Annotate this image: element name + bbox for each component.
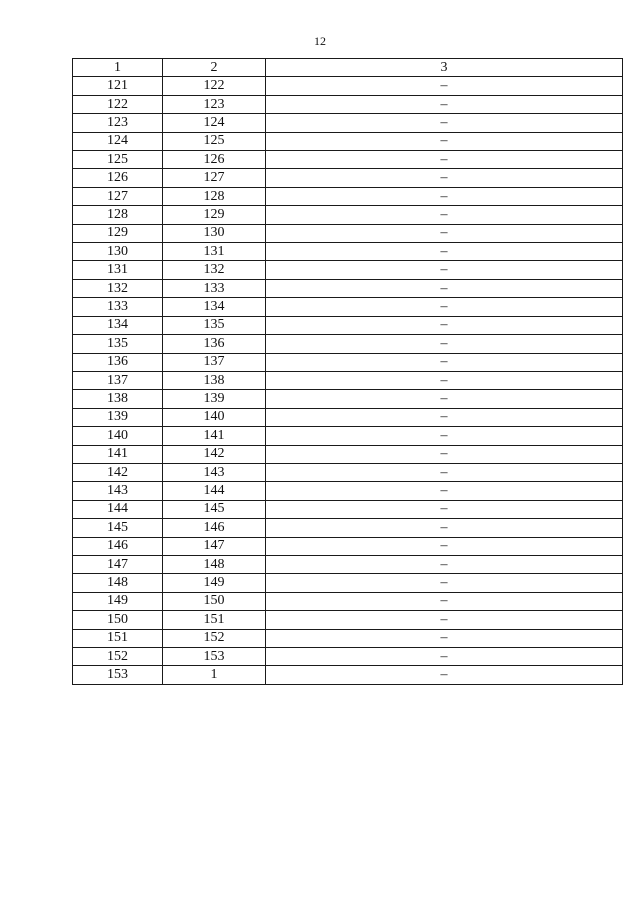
table-cell-col-2: 147 bbox=[163, 537, 266, 555]
table-cell-col-1: 135 bbox=[73, 335, 163, 353]
table-row bbox=[73, 243, 623, 261]
table-cell-col-1: 132 bbox=[73, 279, 163, 297]
table-cell-col-1: 136 bbox=[73, 353, 163, 371]
table-cell-col-1: 131 bbox=[73, 261, 163, 279]
table-cell-col-1: 153 bbox=[73, 666, 163, 684]
table-cell-col-1: 124 bbox=[73, 132, 163, 150]
table-header-row bbox=[73, 59, 623, 77]
table-cell-col-1: 151 bbox=[73, 629, 163, 647]
table-cell-col-2: 133 bbox=[163, 279, 266, 297]
table-cell-col-1: 146 bbox=[73, 537, 163, 555]
table-cell-col-1: 127 bbox=[73, 187, 163, 205]
table-cell-col-3: – bbox=[266, 390, 623, 408]
table-cell-col-3: – bbox=[266, 371, 623, 389]
table-cell-col-1: 147 bbox=[73, 555, 163, 573]
header-cell-2: 2 bbox=[163, 59, 266, 77]
table-row bbox=[73, 537, 623, 555]
table-cell-col-3: – bbox=[266, 408, 623, 426]
table-cell-col-3: – bbox=[266, 427, 623, 445]
table-cell-col-3: – bbox=[266, 151, 623, 169]
table-cell-col-3: – bbox=[266, 298, 623, 316]
table-row bbox=[73, 187, 623, 205]
table-cell-col-1: 126 bbox=[73, 169, 163, 187]
table-row bbox=[73, 206, 623, 224]
table-row bbox=[73, 77, 623, 95]
table-cell-col-2: 141 bbox=[163, 427, 266, 445]
table-cell-col-2: 131 bbox=[163, 243, 266, 261]
table-row bbox=[73, 574, 623, 592]
table-cell-col-1: 130 bbox=[73, 243, 163, 261]
table-cell-col-3: – bbox=[266, 261, 623, 279]
table-row bbox=[73, 279, 623, 297]
table-cell-col-1: 152 bbox=[73, 648, 163, 666]
table-cell-col-2: 130 bbox=[163, 224, 266, 242]
table-cell-col-2: 152 bbox=[163, 629, 266, 647]
table-cell-col-1: 142 bbox=[73, 463, 163, 481]
table-row bbox=[73, 445, 623, 463]
table-cell-col-2: 153 bbox=[163, 648, 266, 666]
table-cell-col-2: 1 bbox=[163, 666, 266, 684]
table-row bbox=[73, 114, 623, 132]
page-number: 12 bbox=[314, 34, 326, 48]
table-row bbox=[73, 335, 623, 353]
table-cell-col-1: 129 bbox=[73, 224, 163, 242]
table-row bbox=[73, 592, 623, 610]
table-cell-col-3: – bbox=[266, 335, 623, 353]
table-cell-col-3: – bbox=[266, 592, 623, 610]
table-cell-col-3: – bbox=[266, 574, 623, 592]
table-cell-col-1: 134 bbox=[73, 316, 163, 334]
table-cell-col-3: – bbox=[266, 169, 623, 187]
table-cell-col-3: – bbox=[266, 519, 623, 537]
table-cell-col-2: 148 bbox=[163, 555, 266, 573]
table-cell-col-3: – bbox=[266, 77, 623, 95]
table-cell-col-3: – bbox=[266, 187, 623, 205]
table-row bbox=[73, 519, 623, 537]
table-row bbox=[73, 151, 623, 169]
table-cell-col-2: 129 bbox=[163, 206, 266, 224]
table-row bbox=[73, 169, 623, 187]
table-row bbox=[73, 427, 623, 445]
table-cell-col-1: 150 bbox=[73, 611, 163, 629]
table-cell-col-2: 138 bbox=[163, 371, 266, 389]
table-cell-col-2: 126 bbox=[163, 151, 266, 169]
header-cell-3: 3 bbox=[266, 59, 623, 77]
table-cell-col-1: 145 bbox=[73, 519, 163, 537]
table-cell-col-2: 127 bbox=[163, 169, 266, 187]
table-cell-col-3: – bbox=[266, 132, 623, 150]
table-cell-col-3: – bbox=[266, 482, 623, 500]
table-cell-col-3: – bbox=[266, 500, 623, 518]
table-row bbox=[73, 463, 623, 481]
table-cell-col-1: 139 bbox=[73, 408, 163, 426]
table-row bbox=[73, 555, 623, 573]
table-row bbox=[73, 611, 623, 629]
table-cell-col-2: 151 bbox=[163, 611, 266, 629]
table-cell-col-2: 145 bbox=[163, 500, 266, 518]
table-row bbox=[73, 298, 623, 316]
table-cell-col-1: 143 bbox=[73, 482, 163, 500]
table-row bbox=[73, 408, 623, 426]
table-cell-col-2: 140 bbox=[163, 408, 266, 426]
table-row bbox=[73, 648, 623, 666]
table-cell-col-3: – bbox=[266, 114, 623, 132]
table-row bbox=[73, 666, 623, 684]
table-cell-col-3: – bbox=[266, 353, 623, 371]
table-cell-col-3: – bbox=[266, 206, 623, 224]
table-cell-col-1: 128 bbox=[73, 206, 163, 224]
table-row bbox=[73, 353, 623, 371]
table-cell-col-2: 149 bbox=[163, 574, 266, 592]
table-cell-col-2: 132 bbox=[163, 261, 266, 279]
table-cell-col-2: 122 bbox=[163, 77, 266, 95]
table-cell-col-2: 139 bbox=[163, 390, 266, 408]
table-cell-col-2: 134 bbox=[163, 298, 266, 316]
table-cell-col-3: – bbox=[266, 445, 623, 463]
table-cell-col-1: 125 bbox=[73, 151, 163, 169]
table-cell-col-1: 123 bbox=[73, 114, 163, 132]
table-cell-col-2: 143 bbox=[163, 463, 266, 481]
table-cell-col-1: 144 bbox=[73, 500, 163, 518]
header-cell-1: 1 bbox=[73, 59, 163, 77]
table-cell-col-3: – bbox=[266, 224, 623, 242]
table-cell-col-3: – bbox=[266, 537, 623, 555]
table-row bbox=[73, 132, 623, 150]
table-cell-col-2: 146 bbox=[163, 519, 266, 537]
table-row bbox=[73, 500, 623, 518]
table-cell-col-3: – bbox=[266, 316, 623, 334]
table-row bbox=[73, 629, 623, 647]
table-cell-col-3: – bbox=[266, 279, 623, 297]
table-cell-col-3: – bbox=[266, 611, 623, 629]
table-row bbox=[73, 261, 623, 279]
table-cell-col-2: 144 bbox=[163, 482, 266, 500]
table-cell-col-3: – bbox=[266, 243, 623, 261]
table-row bbox=[73, 316, 623, 334]
table-cell-col-3: – bbox=[266, 463, 623, 481]
table-cell-col-2: 150 bbox=[163, 592, 266, 610]
table-row bbox=[73, 390, 623, 408]
table-cell-col-1: 138 bbox=[73, 390, 163, 408]
table-cell-col-3: – bbox=[266, 555, 623, 573]
table-cell-col-3: – bbox=[266, 666, 623, 684]
table-cell-col-1: 140 bbox=[73, 427, 163, 445]
data-table bbox=[72, 58, 623, 685]
table-cell-col-2: 137 bbox=[163, 353, 266, 371]
table-cell-col-1: 133 bbox=[73, 298, 163, 316]
table-cell-col-1: 141 bbox=[73, 445, 163, 463]
table-cell-col-3: – bbox=[266, 95, 623, 113]
table-cell-col-2: 136 bbox=[163, 335, 266, 353]
table-cell-col-2: 128 bbox=[163, 187, 266, 205]
table-row bbox=[73, 95, 623, 113]
table-cell-col-2: 142 bbox=[163, 445, 266, 463]
table-cell-col-2: 123 bbox=[163, 95, 266, 113]
table-cell-col-1: 149 bbox=[73, 592, 163, 610]
table-cell-col-1: 148 bbox=[73, 574, 163, 592]
table-cell-col-2: 125 bbox=[163, 132, 266, 150]
table-row bbox=[73, 224, 623, 242]
table-cell-col-1: 121 bbox=[73, 77, 163, 95]
table-row bbox=[73, 371, 623, 389]
table-cell-col-3: – bbox=[266, 629, 623, 647]
table-row bbox=[73, 482, 623, 500]
table-cell-col-1: 122 bbox=[73, 95, 163, 113]
table-cell-col-1: 137 bbox=[73, 371, 163, 389]
table-cell-col-2: 124 bbox=[163, 114, 266, 132]
table-cell-col-2: 135 bbox=[163, 316, 266, 334]
table-body bbox=[73, 59, 623, 685]
table-cell-col-3: – bbox=[266, 648, 623, 666]
